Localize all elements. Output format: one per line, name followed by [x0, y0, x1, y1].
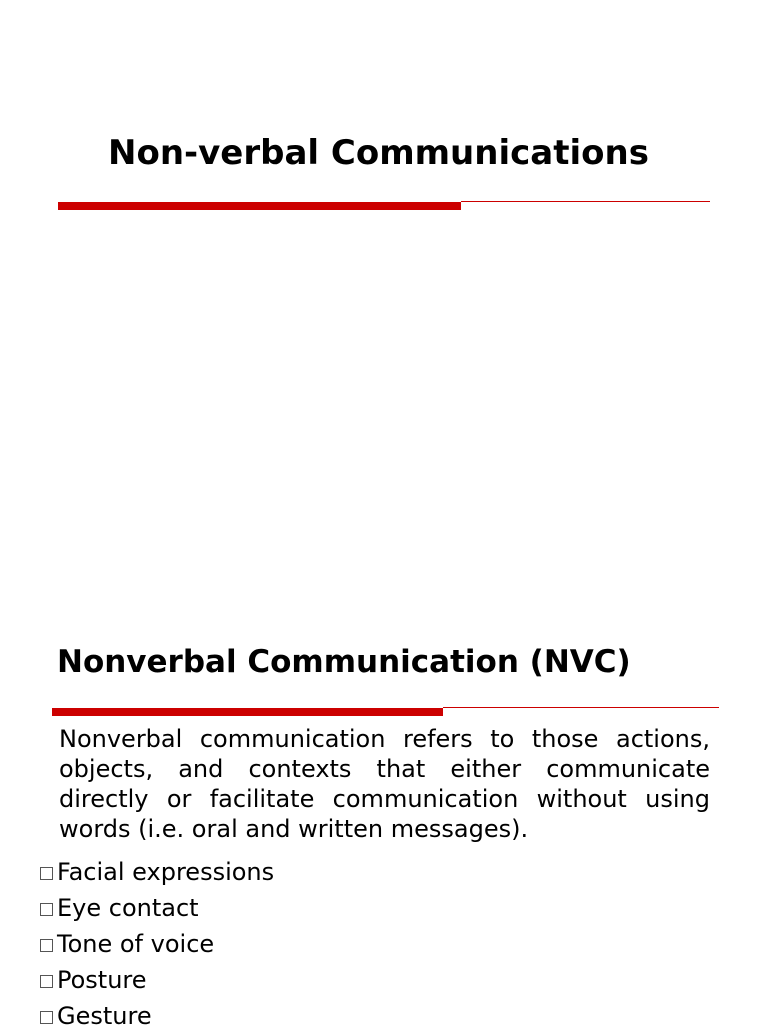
- list-item: [40, 926, 274, 962]
- list-item: [40, 998, 274, 1034]
- square-bullet-icon: [40, 975, 53, 988]
- list-item: [40, 890, 274, 926]
- square-bullet-icon: [40, 939, 53, 952]
- list-item-label: Posture: [57, 966, 147, 994]
- nvc-definition: Nonverbal communication refers to those actions, objects, and contexts that either communicate directly or facilitate communication without using words (i.e. oral and written messages).: [59, 725, 710, 843]
- slide-title-heading: Non-verbal Communications: [108, 133, 649, 173]
- list-item-label: Eye contact: [57, 894, 199, 922]
- square-bullet-icon: [40, 867, 53, 880]
- list-item-label: Facial expressions: [57, 858, 275, 886]
- title-underline-thin: [461, 201, 710, 202]
- square-bullet-icon: [40, 903, 53, 916]
- title-underline-thick: [58, 202, 461, 210]
- list-item: [40, 854, 274, 890]
- list-item: [40, 962, 274, 998]
- nvc-underline-thin: [443, 707, 719, 708]
- list-item-label: Tone of voice: [57, 930, 215, 958]
- nvc-underline-thick: [52, 708, 443, 716]
- nvc-heading: Nonverbal Communication (NVC): [57, 644, 631, 680]
- list-item-label: Gesture: [57, 1002, 152, 1030]
- square-bullet-icon: [40, 1011, 53, 1024]
- nvc-bullet-list: [40, 854, 274, 1034]
